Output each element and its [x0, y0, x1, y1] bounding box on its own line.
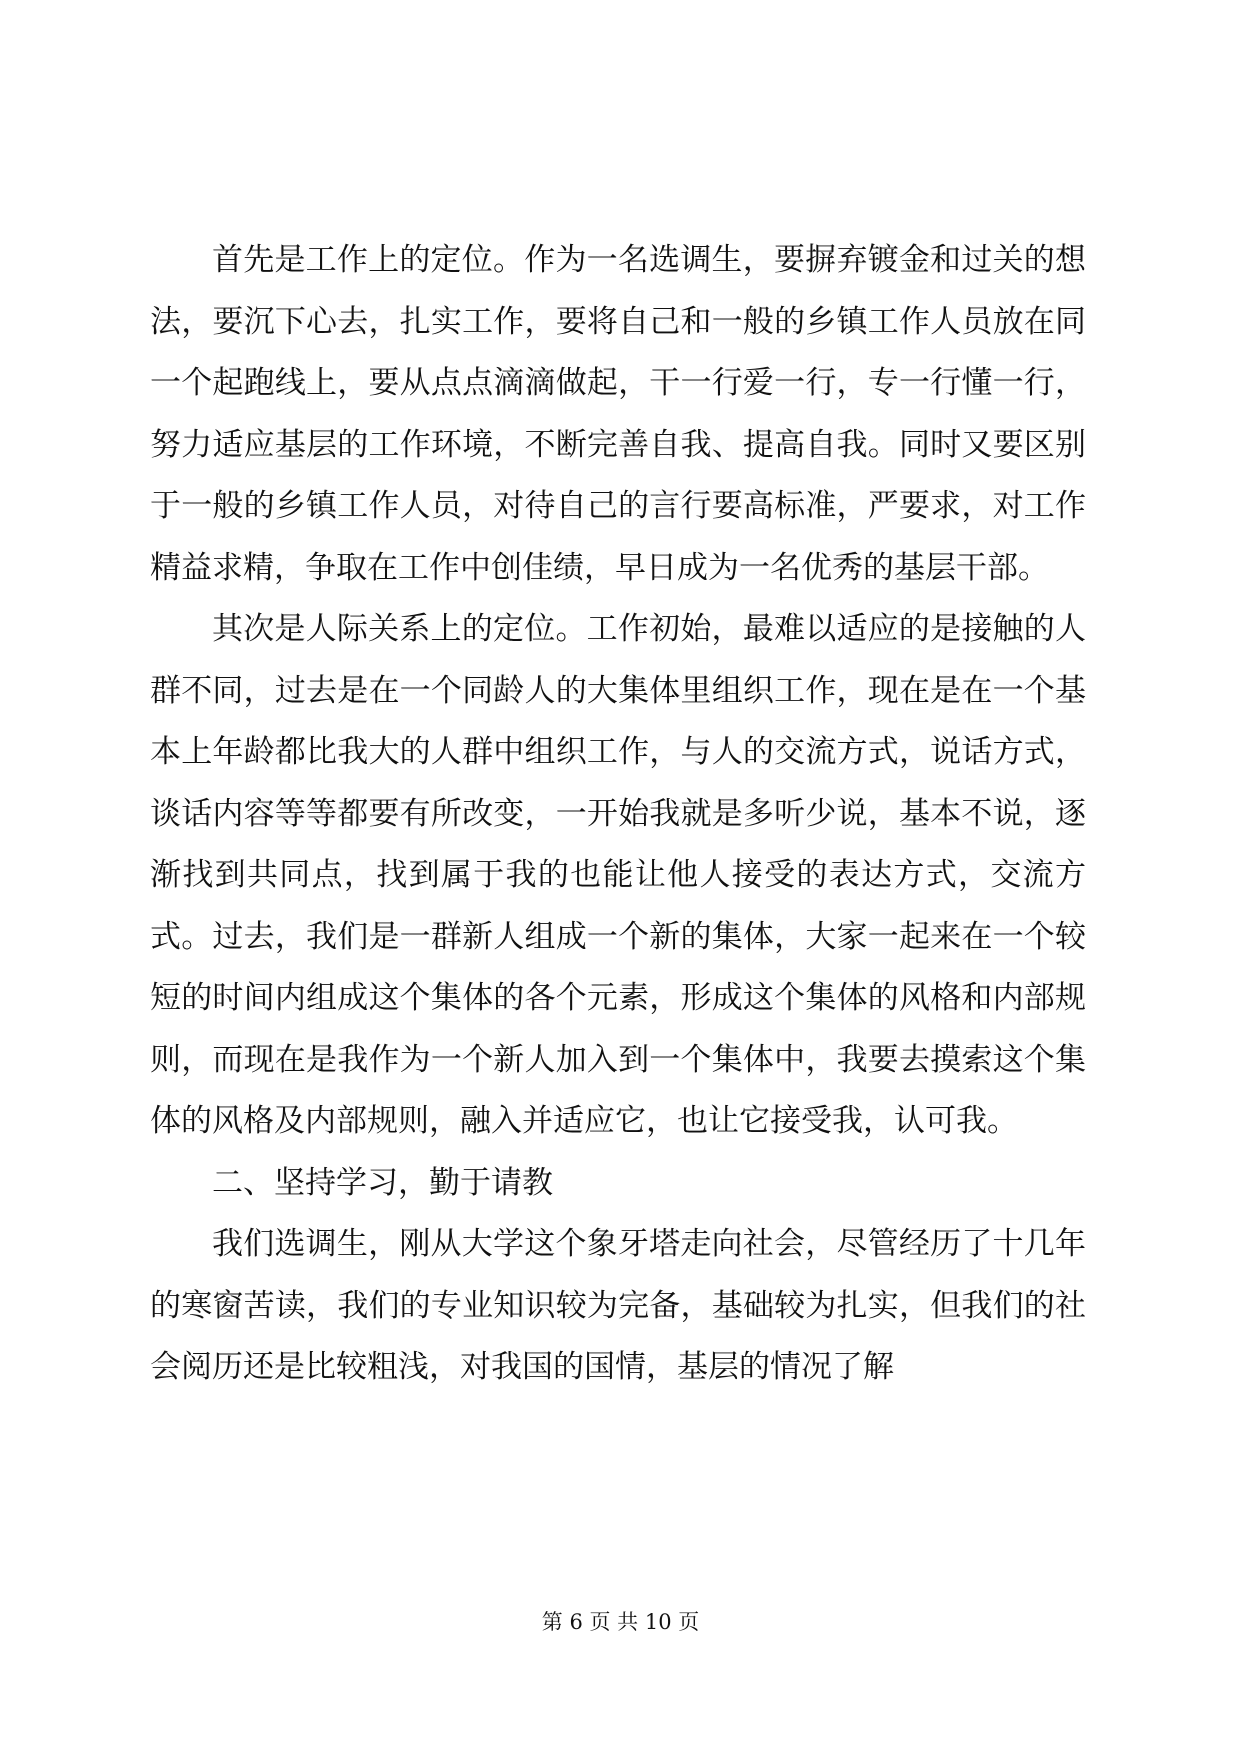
document-body — [150, 230, 1086, 1399]
paragraph-study: 我们选调生，刚从大学这个象牙塔走向社会，尽管经历了十几年的寒窗苦读，我们的专业知识较为完备，基础较为扎实，但我们的社会阅历还是比较粗浅，对我国的国情，基层的情况了解 — [150, 1226, 1086, 1385]
paragraph-positioning-relations: 其次是人际关系上的定位。工作初始，最难以适应的是接触的人群不同，过去是在一个同龄人的大集体里组织工作，现在是在一个基本上年龄都比我大的人群中组织工作，与人的交流方式，说话方式，谈话内容等等都要有所改变，一开始我就是多听少说，基本不说，逐渐找到共同点，找到属于我的也能让他人接受的表达方式，交流方式。过去，我们是一群新人组成一个新的集体，大家一起来在一个较短的时间内组成这个集体的各个元素，形成这个集体的风格和内部规则，而现在是我作为一个新人加入到一个集体中，我要去摸索这个集体的风格及内部规则，融入并适应它，也让它接受我，认可我。 — [150, 611, 1086, 1139]
page-number-footer: 第 6 页 共 10 页 — [541, 1610, 700, 1634]
section-heading-study: 二、坚持学习，勤于请教 — [212, 1164, 553, 1201]
paragraph-positioning-work: 首先是工作上的定位。作为一名选调生，要摒弃镀金和过关的想法，要沉下心去，扎实工作，要将自己和一般的乡镇工作人员放在同一个起跑线上，要从点点滴滴做起，干一行爱一行，专一行懂一行，努力适应基层的工作环境，不断完善自我、提高自我。同时又要区别于一般的乡镇工作人员，对待自己的言行要高标准，严要求，对工作精益求精，争取在工作中创佳绩，早日成为一名优秀的基层干部。 — [150, 242, 1086, 586]
